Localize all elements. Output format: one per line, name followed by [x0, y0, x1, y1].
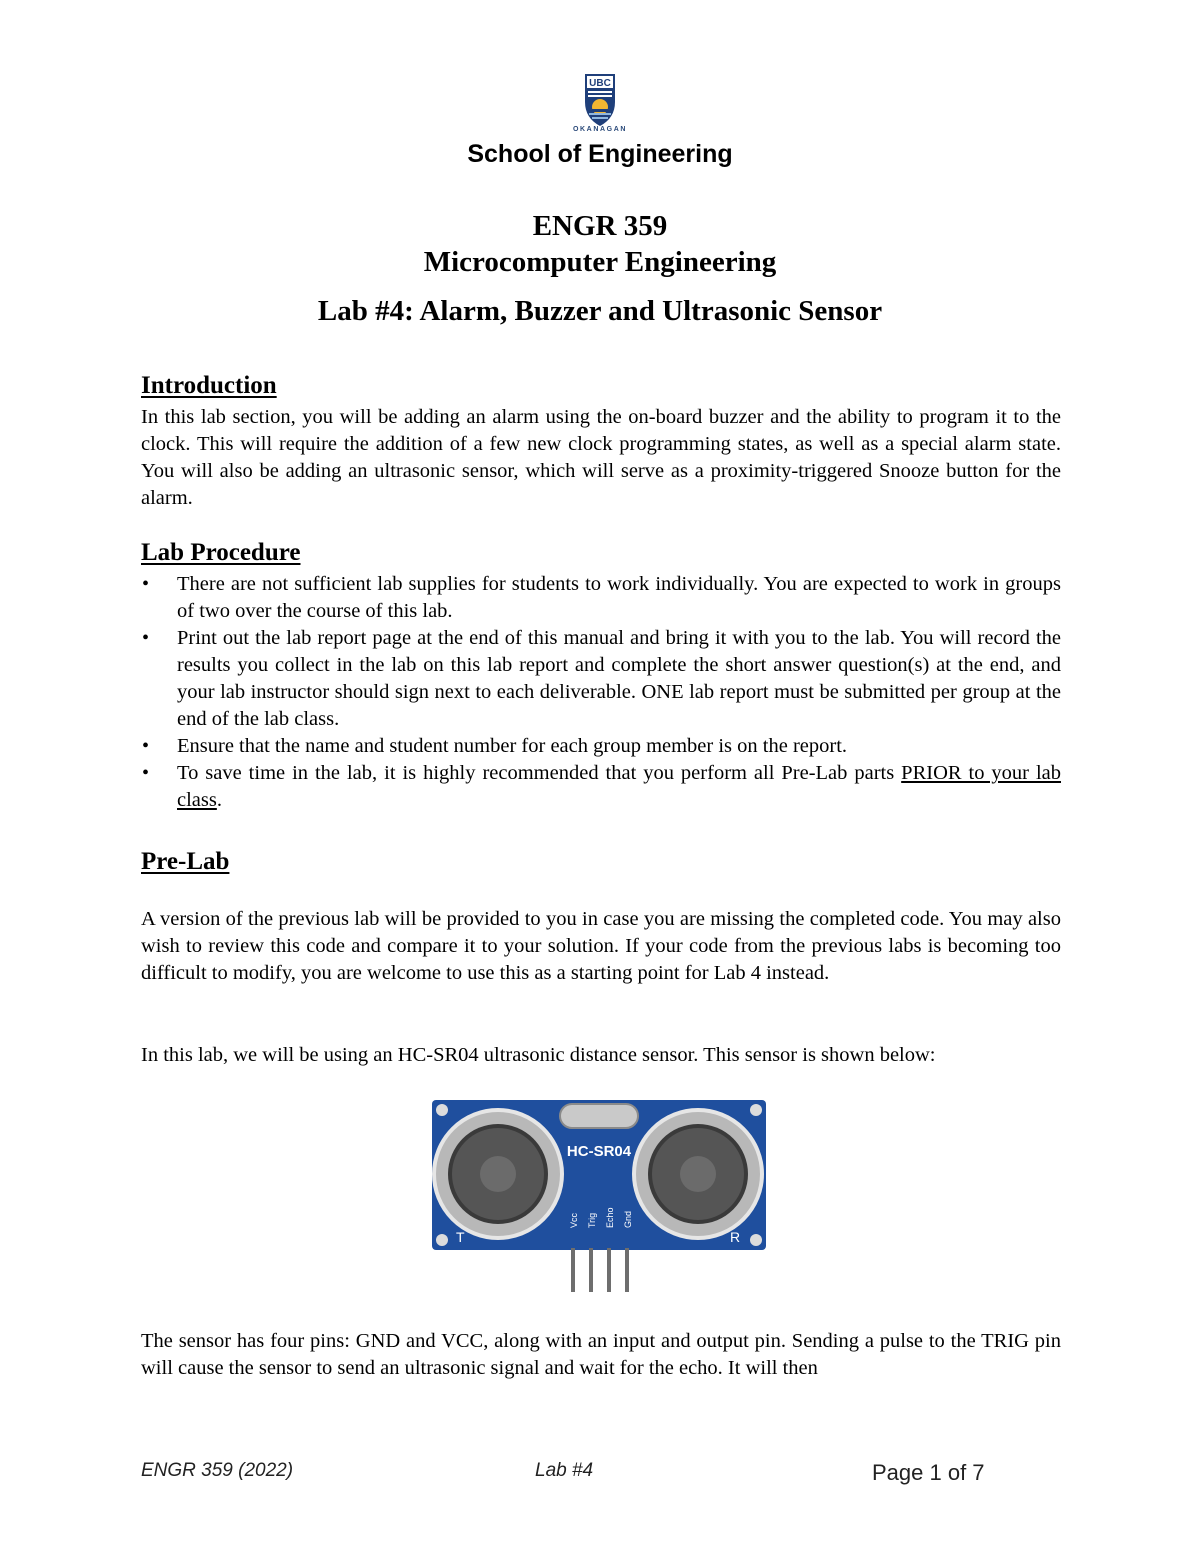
receiver-transducer [634, 1110, 762, 1238]
introduction-text: In this lab section, you will be adding an alarm using the on-board buzzer and the ability to program it to the clock. This will require the addition of a few new clock programming states, as well as a special alarm state. You will also be adding an ultrasonic sensor, which will serve as a proximity-triggered Snooze button for the alarm. [141, 406, 1061, 509]
course-name: Microcomputer Engineering [423, 246, 777, 278]
transmitter-mark: T [456, 1229, 465, 1245]
transmitter-transducer [434, 1110, 562, 1238]
prelab-paragraph: In this lab, we will be using an HC-SR04 ultrasonic distance sensor. This sensor is shown below: [141, 1044, 936, 1066]
crystal-oscillator [560, 1104, 638, 1128]
list-item: • There are not sufficient lab supplies for students to work individually. You are expected to work in groups of two over the course of this lab. [141, 571, 1061, 625]
footer-lab: Lab #4 [535, 1460, 594, 1481]
lab-title: Lab #4: Alarm, Buzzer and Ultrasonic Sensor [317, 295, 883, 327]
pin-label-gnd: Gnd [623, 1210, 633, 1228]
footer-course: ENGR 359 (2022) [141, 1460, 294, 1481]
model-label: HC-SR04 [566, 1143, 632, 1160]
pin-label-vcc: Vcc [569, 1212, 579, 1228]
course-code: ENGR 359 [532, 210, 668, 242]
receiver-mark: R [730, 1229, 741, 1245]
list-item-end: . [216, 789, 222, 811]
prelab-heading: Pre-Lab [141, 848, 230, 875]
logo-caption: OKANAGAN [572, 126, 628, 133]
list-item: • Print out the lab report page at the end of this manual and bring it with you to the lab. You will record the results you collect in the lab on this lab report and complete the short answer question(s) at the end, and your lab instructor should sign next to each deliverable. ONE lab report must be submitted per group at the end of the lab class. [141, 625, 1061, 733]
procedure-list [141, 571, 1061, 814]
school-name: School of Engineering [467, 140, 733, 168]
prelab-paragraph: A version of the previous lab will be provided to you in case you are missing the completed code. You may also wish to review this code and compare it to your solution. If your code from the previous labs is becoming too difficult to modify, you are welcome to use this as a starting point for Lab 4 instead. [141, 908, 1061, 984]
header-pins [571, 1248, 629, 1292]
list-item [141, 760, 1061, 814]
pin-label-echo: Echo [605, 1207, 615, 1228]
list-item-text: To save time in the lab, it is highly recommended that you perform all Pre-Lab parts [177, 762, 902, 784]
hc-sr04-sensor-image [428, 1096, 770, 1296]
underlined-emphasis: PRIOR to your lab class [177, 762, 1061, 811]
procedure-heading: Lab Procedure [141, 539, 301, 566]
ubc-logo [583, 72, 617, 128]
pin-label-trig: Trig [587, 1212, 597, 1228]
logo-text: UBC [589, 78, 611, 89]
list-item: • Ensure that the name and student number for each group member is on the report. [141, 733, 1061, 760]
page-number: Page 1 of 7 [872, 1460, 985, 1485]
introduction-heading: Introduction [141, 372, 277, 399]
prelab-paragraph: The sensor has four pins: GND and VCC, along with an input and output pin. Sending a pulse to the TRIG pin will cause the sensor to send an ultrasonic signal and wait for the echo. It will then [141, 1330, 1061, 1379]
